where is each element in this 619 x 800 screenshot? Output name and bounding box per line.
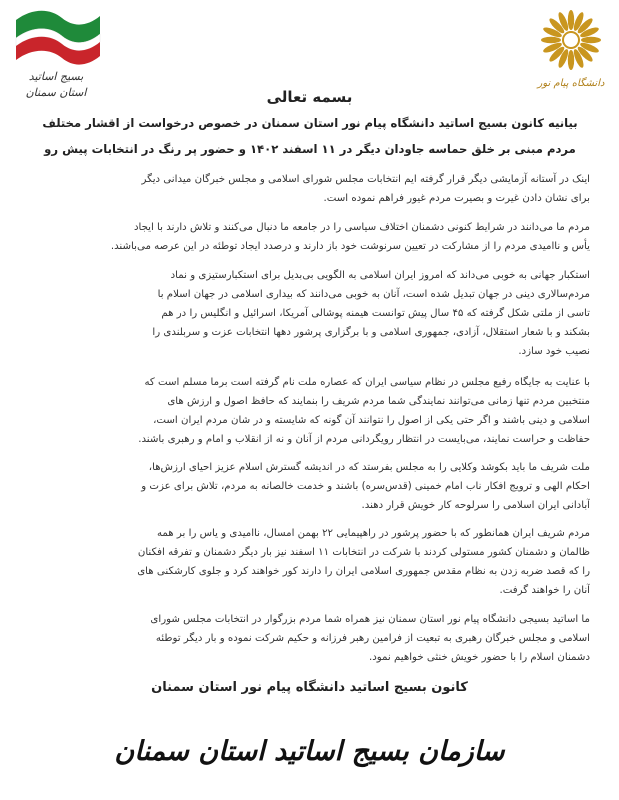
statement-title-line2: مردم مبنی بر خلق حماسه جاودان دیگر در ۱۱ اسفند ۱۴۰۲ و حضور پر رنگ در انتخابات پیش رو: [44, 142, 576, 156]
paragraph-line: دشمنان اسلام را با حضور خویش خنثی خواهیم نمود.: [369, 652, 590, 663]
paragraph-3: [40, 266, 590, 361]
paragraph-line: منتخبین مردم تنها زمانی می‌توانند نمایندگی شما مردم شریف را بنمایند که حافظ اصول و ارزش های: [167, 396, 590, 407]
sunburst-ray: [568, 10, 574, 30]
sunburst-icon: [531, 6, 611, 78]
paragraph-line: مردم‌سالاری دینی در جهان تبدیل شده است، آنان به خوبی می‌دانند که بیداری اسلامی در جهان اسلام با: [157, 289, 590, 300]
sunburst-ray: [581, 37, 601, 43]
paragraph-line: تاسی از ملتی شکل گرفته که ۴۵ سال پیش توانست هیمنه پوشالی آمریکا، اسرائیل و انگلیس را در هم: [161, 308, 590, 319]
paragraph-line: آنان را خواهند گرفت.: [499, 585, 590, 596]
paragraph-line: ما اساتید بسیجی دانشگاه پیام نور استان سمنان نیز همراه شما مردم بزرگوار در انتخابات مجلس شورای: [150, 614, 590, 625]
sunburst-ray: [541, 37, 561, 43]
sunburst-ray: [568, 50, 574, 70]
paragraph-line: احکام الهی و ترویج افکار ناب امام خمینی (قدس‌سره) باشند و خدمت خالصانه به مردم، تلاش برای عزت و: [141, 481, 590, 492]
paragraph-line: استکبار جهانی به خوبی می‌داند که امروز ایران اسلامی به الگویی بی‌بدیل برای استکبارستیزی و نماد: [170, 270, 590, 281]
paragraph-line: بشکند و با شعار استقلال، آزادی، جمهوری اسلامی و با برگزاری پرشور دهها انتخابات عزت و سربلندی را: [152, 327, 590, 338]
paragraph-line: اسلامی و مجلس خبرگان رهبری به تبعیت از فرامین رهبر فرزانه و حکیم شرکت نموده و بار دیگر توطئه: [155, 633, 590, 644]
paragraph-line: ظالمان و دشمنان کشور مستولی کردند با شرکت در انتخابات ۱۱ اسفند نیز بار دیگر دشمنان و تفرقه افکنان: [137, 547, 590, 558]
left-logo-line2: استان سمنان: [25, 86, 87, 99]
paragraph-line: آبادانی ایران اسلامی را سرلوحه کار خویش قرار دهند.: [361, 500, 590, 511]
paragraph-2: [40, 218, 590, 256]
right-logo-text: دانشگاه پیام نور: [537, 78, 605, 89]
paragraph-5: [40, 458, 590, 515]
paragraph-line: نصیب خود سازد.: [518, 346, 590, 357]
paragraph-line: را که قصد ضربه زدن به نظام مقدس جمهوری اسلامی ایران را دارند کور خواهند کرد و جلوی کارشکنی های: [137, 566, 590, 577]
paragraph-6: [40, 524, 590, 600]
paragraph-line: مردم ما می‌دانند در شرایط کنونی دشمنان اختلاف سیاسی را در جامعه ما دنبال می‌کنند و تلاش دارند با ایجاد: [133, 222, 590, 233]
basmala-heading: بسمه تعالی: [266, 88, 353, 106]
paragraph-line: اینک در آستانه آزمایشی دیگر قرار گرفته ایم انتخابات مجلس شورای اسلامی و مجلس خبرگان میدانی دیگر: [141, 174, 590, 185]
paragraph-line: حفاظت و حراست نمایند، می‌بایست در انتظار رویگردانی مردم از آنان و نه از انقلاب و امام و رهبری باشند.: [138, 434, 590, 445]
paragraph-1: [40, 170, 590, 208]
handwritten-signature: سازمان بسیج اساتید استان سمنان: [114, 736, 505, 767]
paragraph-line: با عنایت به جایگاه رفیع مجلس در نظام سیاسی ایران که عصاره ملت نام گرفته است برما مسلم است که: [144, 377, 590, 388]
paragraph-7: [40, 610, 590, 667]
paragraph-line: مردم شریف ایران همانطور که با حضور پرشور در راهپیمایی ۲۲ بهمن امسال، ناامیدی و یاس را بر همه: [156, 528, 590, 539]
closing-signatory: کانون بسیج اساتید دانشگاه پیام نور استان سمنان: [151, 680, 468, 695]
paragraph-line: یأس و ناامیدی مردم را از مشارکت در تعیین سرنوشت خود باز دارند و درصدد ایجاد توطئه در این عرصه می‌باشند.: [110, 241, 590, 252]
statement-title-line1: بیانیه کانون بسیج اساتید دانشگاه پیام نور استان سمنان در خصوص درخواست از اقشار مختلف: [42, 116, 578, 130]
paragraph-4: [40, 373, 590, 449]
paragraph-line: اسلامی و دینی باشند و اگر حتی یکی از اصول را نتوانند آن گونه که شایسته و در شان مردم ایران است،: [153, 415, 590, 426]
paragraph-line: برای نشان دادن غیرت و بصیرت مردم غیور فراهم نموده است.: [323, 193, 590, 204]
paragraph-line: ملت شریف ما باید بکوشد وکلایی را به مجلس بفرستد که در اندیشه گسترش اسلام عزیز احیای ارزش‌ها،: [148, 462, 590, 473]
flag-wave-icon: [10, 6, 105, 76]
left-logo-line1: بسیج اساتید: [28, 70, 84, 83]
